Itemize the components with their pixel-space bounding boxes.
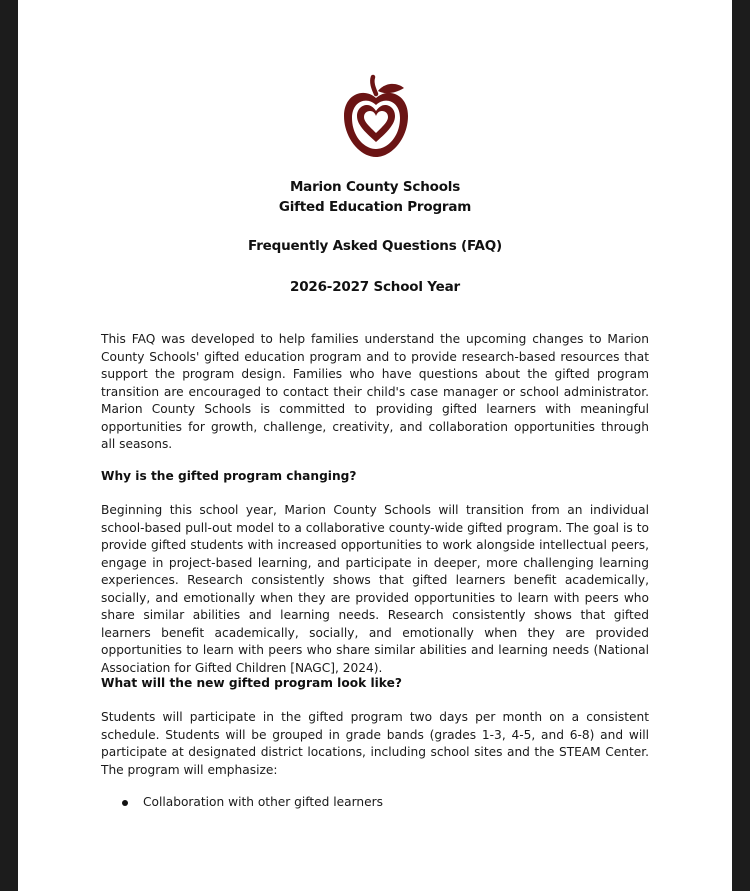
answer-paragraph: Students will participate in the gifted program two days per month on a consistent schedule. Students will be grouped in grade bands (grades 1-3, 4-5, and 6-8) and will participate at designated district locations, including school sites and the STEAM Center. The program will emphasize:: [101, 710, 649, 777]
org-name: Marion County Schools: [289, 179, 461, 195]
intro-paragraph: This FAQ was developed to help families understand the upcoming changes to Marion County Schools' gifted education program and to provide research-based resources that support the program design. Families who have questions about the gifted program transition are encouraged to contact their child's case manager or school administrator. Marion County Schools is committed to providing gifted learners with meaningful opportunities for growth, challenge, creativity, and collaboration opportunities through all seasons.: [101, 332, 649, 451]
question-heading: What will the new gifted program look like?: [101, 676, 402, 690]
list-item-text: Collaboration with other gifted learners: [143, 795, 383, 809]
school-year: 2026-2027 School Year: [290, 279, 460, 295]
bullet-list: [122, 795, 383, 809]
answer-paragraph: Beginning this school year, Marion County Schools will transition from an individual school-based pull-out model to a collaborative county-wide gifted program. The goal is to provide gifted students with increased opportunities to work alongside intellectual peers, engage in project-based learning, and participate in deeper, more challenging learning experiences. Research consistently shows that gifted learners benefit academically, socially, and emotionally when they are provided opportunities to learn with peers who share similar abilities and learning needs. Research consistently shows that gifted learners benefit academically, socially, and emotionally when they are provided opportunities to learn with peers who share similar abilities and learning needs (National Association for Gifted Children [NAGC], 2024).: [101, 503, 649, 675]
program-name: Gifted Education Program: [278, 199, 472, 215]
document-title: Frequently Asked Questions (FAQ): [248, 238, 502, 254]
document-page: [18, 0, 732, 891]
apple-heart-icon: [340, 72, 412, 162]
bullet-icon: [122, 800, 128, 806]
list-item: [122, 795, 383, 809]
question-heading: Why is the gifted program changing?: [101, 469, 357, 483]
